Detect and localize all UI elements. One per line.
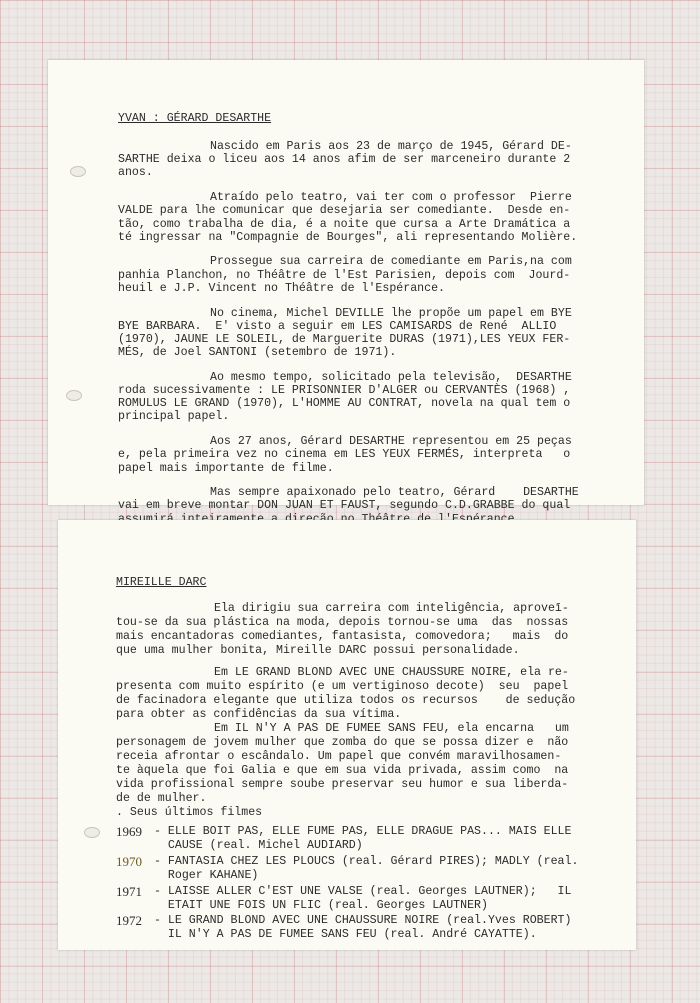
text-line: Ela dirigiu sua carreira com inteligência, aproveī-: [214, 602, 569, 615]
text-line: Em LE GRAND BLOND AVEC UNE CHAUSSURE NOIRE, ela re-: [214, 666, 569, 679]
text-line: te àquela que foi Galia e que em sua vida privada, assim como na: [116, 764, 569, 777]
film-year: 1970: [116, 854, 142, 869]
text-line: Nascido em Paris aos 23 de março de 1945, Gérard DE-: [210, 140, 572, 153]
film-line: - FANTASIA CHEZ LES PLOUCS (real. Gérard PIRES); MADLY (real.: [154, 855, 579, 868]
film-year: 1971: [116, 884, 142, 899]
text-line: Prossegue sua carreira de comediante em Paris,na com: [210, 255, 572, 269]
text-line: Ao mesmo tempo, solicitado pela televisão, DESARTHE: [210, 370, 572, 384]
punch-hole: [84, 827, 100, 838]
text-line: té ingressar na "Compagnie de Bourges", ali representando Molière.: [118, 230, 578, 244]
text-line: Em IL N'Y A PAS DE FUMEE SANS FEU, ela encarna um: [214, 722, 569, 735]
film-line: - LAISSE ALLER C'EST UNE VALSE (real. Georges LAUTNER); IL: [154, 885, 572, 898]
film-line: - LE GRAND BLOND AVEC UNE CHAUSSURE NOIRE (real.Yves ROBERT): [154, 914, 572, 927]
film-line: Roger KAHANE): [154, 869, 259, 882]
text-line: SARTHE deixa o liceu aos 14 anos afim de ser marceneiro durante 2: [118, 153, 571, 167]
text-line: presenta com muito espírito (e um vertiginoso decote) seu papel: [116, 680, 569, 693]
films-heading: . Seus últimos filmes: [116, 806, 263, 819]
text-line: para obter as confidências da sua vítima.: [116, 708, 402, 721]
sheet1-title: YVAN : GÉRARD DESARTHE: [118, 112, 272, 125]
text-line: MÉS, de Joel SANTONI (setembro de 1971).: [118, 346, 397, 360]
text-line: papel mais importante de filme.: [118, 461, 334, 475]
text-line: de facinadora elegante que utiliza todos os recursos de sedução: [116, 694, 576, 707]
text-line: tão, como trabalha de dia, é a noite que cursa a Arte Dramática a: [118, 217, 571, 231]
text-line: BYE BARBARA. E' visto a seguir em LES CAMISARDS de René ALLIO: [118, 319, 557, 333]
film-year: 1972: [116, 913, 142, 928]
text-line: principal papel.: [118, 410, 230, 424]
film-line: ETAIT UNE FOIS UN FLIC (real. Georges LAUTNER): [154, 899, 488, 912]
text-line: vida profissional sempre soube preservar seu humor e sua liberda-: [116, 778, 569, 791]
text-line: receia afrontar o escândalo. Um papel que convém maravilhosamen-: [116, 750, 562, 763]
text-line: ROMULUS LE GRAND (1970), L'HOMME AU CONTRAT, novela na qual tem o: [118, 397, 571, 411]
text-line: Mas sempre apaixonado pelo teatro, Gérard DESARTHE: [210, 486, 579, 500]
text-line: Aos 27 anos, Gérard DESARTHE representou em 25 peças: [210, 435, 572, 449]
text-line: VALDE para lhe comunicar que desejaria ser comediante. Desde en-: [118, 204, 571, 218]
film-line: IL N'Y A PAS DE FUMEE SANS FEU (real. André CAYATTE).: [154, 928, 537, 941]
text-line: heuil e J.P. Vincent no Théâtre de l'Espérance.: [118, 281, 445, 295]
text-line: mais encantadoras comediantes, fantasista, comovedora; mais do: [116, 630, 569, 643]
text-line: No cinema, Michel DEVILLE lhe propõe um papel em BYE: [210, 306, 572, 320]
sheet1-lower-text: [48, 60, 644, 505]
sheet2-title: MIREILLE DARC: [116, 576, 207, 589]
text-line: tou-se da sua plástica na moda, depois tornou-se uma das nossas: [116, 616, 569, 629]
text-line: personagem de jovem mulher que zomba do que se possa dizer e não: [116, 736, 569, 749]
text-line: anos.: [118, 166, 153, 180]
text-line: e, pela primeira vez no cinema em LES YEUX FERMÉS, interpreta o: [118, 448, 571, 462]
text-line: roda sucessivamente : LE PRISONNIER D'ALGER ou CERVANTÈS (1968) ,: [118, 384, 571, 397]
film-year: 1969: [116, 824, 142, 839]
text-line: panhia Planchon, no Théâtre de l'Est Parisien, depois com Jourd-: [118, 268, 571, 282]
text-line: (1970), JAUNE LE SOLEIL, de Marguerite DURAS (1971),LES YEUX FER-: [118, 332, 571, 346]
film-line: - ELLE BOIT PAS, ELLE FUME PAS, ELLE DRAGUE PAS... MAIS ELLE: [154, 825, 572, 838]
text-line: Atraído pelo teatro, vai ter com o professor Pierre: [210, 191, 572, 205]
text-line: que uma mulher bonita, Mireille DARC possui personalidade.: [116, 644, 520, 657]
text-line: de de mulher.: [116, 792, 207, 805]
text-line: vai em breve montar DON JUAN ET FAUST, segundo C.D.GRABBE do qual: [118, 499, 571, 513]
film-line: CAUSE (real. Michel AUDIARD): [154, 839, 363, 852]
typed-sheet-darc: [58, 520, 636, 950]
